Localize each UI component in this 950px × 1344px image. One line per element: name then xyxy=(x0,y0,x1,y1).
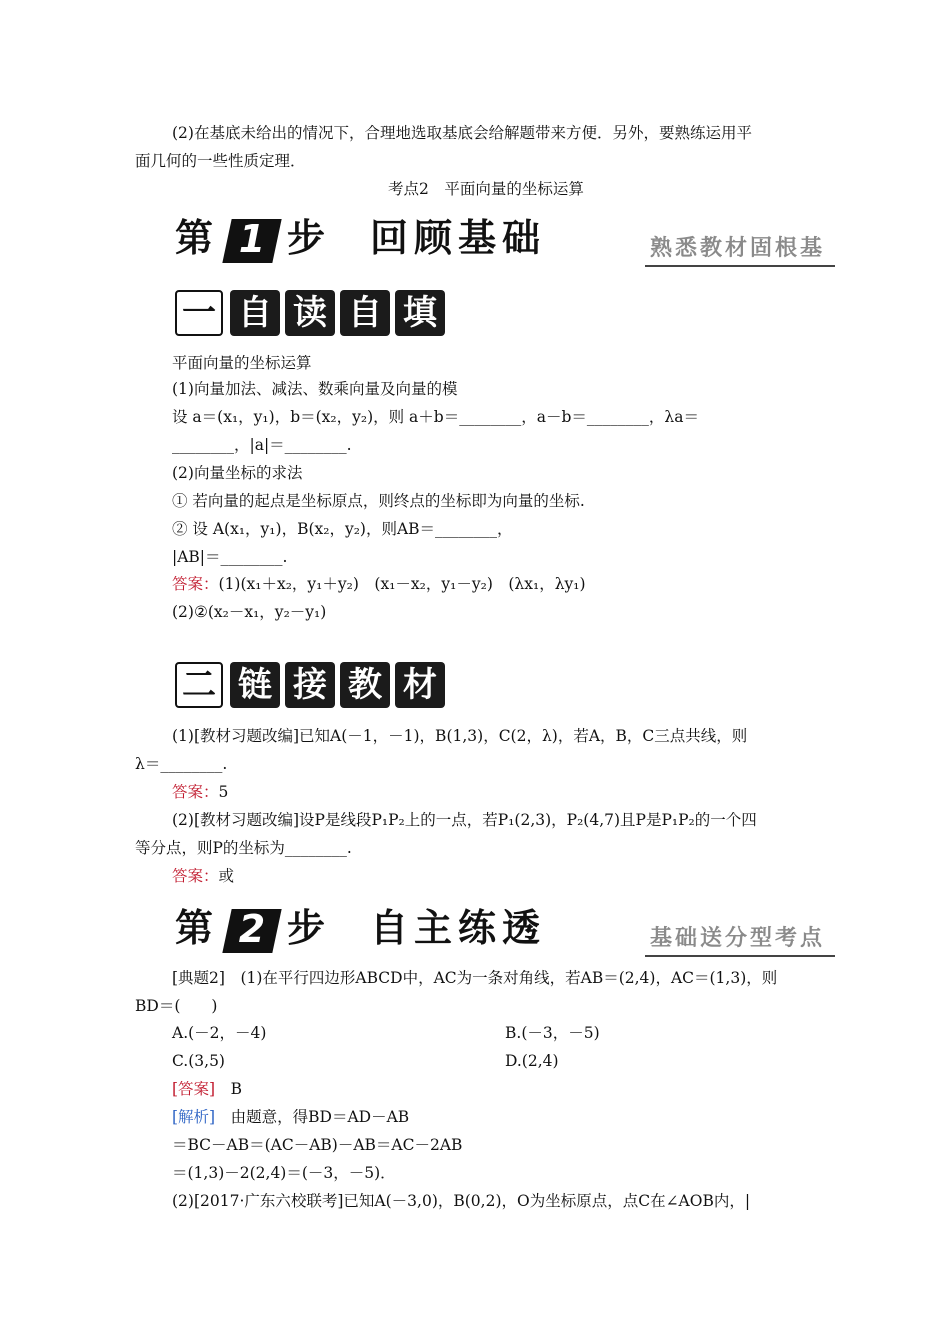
answer-label: [答案] xyxy=(172,1080,216,1098)
option-c: C.(3,5) xyxy=(172,1052,225,1070)
answer-text: B xyxy=(230,1080,243,1098)
section-char: 自 xyxy=(230,290,280,336)
s2-q2-line-2: 等分点，则P的坐标为________. xyxy=(135,839,352,857)
step-subtitle: 熟悉教材固根基 xyxy=(649,236,825,261)
section-char: 读 xyxy=(285,290,335,336)
s1-answer-2: (2)②(x₂－x₁，y₂－y₁) xyxy=(172,603,327,621)
analysis-line-2: ＝BC－AB＝(AC－AB)－AB＝AC－2AB xyxy=(172,1136,463,1154)
analysis-label: [解析] xyxy=(172,1108,216,1126)
option-b: B.(－3，－5) xyxy=(505,1024,600,1042)
s1-p6: ② 设 A(x₁，y₁)，B(x₂，y₂)，则AB＝________， xyxy=(172,520,513,538)
s1-p3: ________，|a|＝________. xyxy=(172,436,352,454)
option-a: A.(－2，－4) xyxy=(172,1024,267,1042)
answer-label: 答案： xyxy=(172,867,219,885)
answer-label: 答案： xyxy=(172,783,219,801)
s3-q1-line-2: BD＝( ) xyxy=(135,997,218,1015)
section-char: 材 xyxy=(395,662,445,708)
step-title: 回顾基础 xyxy=(370,216,547,260)
step-di: 第 xyxy=(175,906,214,950)
answer-text: 或 xyxy=(218,867,235,885)
step-number: 2 xyxy=(238,907,266,951)
s1-p4: (2)向量坐标的求法 xyxy=(172,464,303,482)
s1-p2: 设 a＝(x₁，y₁)，b＝(x₂，y₂)，则 a＋b＝________，a－b＝________，λa＝ xyxy=(172,408,699,426)
s3-q1-line-1: [典题2] (1)在平行四边形ABCD中，AC为一条对角线，若AB＝(2,4)，AC＝(1,3)，则 xyxy=(172,969,778,987)
answer-label: 答案： xyxy=(172,575,219,593)
kaodian-title: 考点2 平面向量的坐标运算 xyxy=(388,180,584,198)
s1-answer-row xyxy=(172,573,586,595)
s3-answer xyxy=(172,1078,242,1100)
s2-answer-1 xyxy=(172,781,228,803)
step-bu: 步 xyxy=(287,906,326,950)
section-number-glyph: 一 xyxy=(182,293,216,333)
section-char: 链 xyxy=(230,662,280,708)
section-char: 接 xyxy=(285,662,335,708)
s2-q1-line-2: λ＝________. xyxy=(135,755,228,773)
section-char: 自 xyxy=(340,290,390,336)
intro-line-1: (2)在基底未给出的情况下，合理地选取基底会给解题带来方便．另外，要熟练运用平 xyxy=(172,124,752,142)
step-title: 自主练透 xyxy=(370,906,547,950)
s3-jiexi xyxy=(172,1106,409,1128)
s2-answer-2 xyxy=(172,865,234,887)
step-number: 1 xyxy=(238,217,266,261)
step-1-banner xyxy=(175,215,835,267)
s1-heading: 平面向量的坐标运算 xyxy=(172,354,312,372)
step-di: 第 xyxy=(175,216,214,260)
s2-q1-line-1: (1)[教材习题改编]已知A(－1，－1)，B(1,3)，C(2，λ)，若A，B，C三点共线，则 xyxy=(172,727,748,745)
s1-p7: |AB|＝________. xyxy=(172,548,288,566)
option-d: D.(2,4) xyxy=(505,1052,559,1070)
analysis-line-1: 由题意，得BD＝AD－AB xyxy=(230,1108,410,1126)
section-char: 教 xyxy=(340,662,390,708)
s1-p5: ① 若向量的起点是坐标原点，则终点的坐标即为向量的坐标. xyxy=(172,492,585,510)
s3-q2-line-1: (2)[2017·广东六校联考]已知A(－3,0)，B(0,2)，O为坐标原点，点C在∠AOB内，| xyxy=(172,1192,751,1210)
intro-line-2: 面几何的一些性质定理． xyxy=(135,152,306,170)
section-2-header xyxy=(175,662,455,710)
section-1-header xyxy=(175,290,455,338)
analysis-line-3: ＝(1,3)－2(2,4)＝(－3，－5)． xyxy=(172,1164,396,1182)
s1-p1: (1)向量加法、减法、数乘向量及向量的模 xyxy=(172,380,458,398)
section-number-glyph: 二 xyxy=(182,665,216,705)
answer-text: (1)(x₁＋x₂，y₁＋y₂) (x₁－x₂，y₁－y₂) (λx₁，λy₁) xyxy=(218,575,586,593)
answer-text: 5 xyxy=(218,783,229,801)
section-char: 填 xyxy=(395,290,445,336)
step-rule xyxy=(645,955,835,957)
s2-q2-line-1: (2)[教材习题改编]设P是线段P₁P₂上的一点，若P₁(2,3)，P₂(4,7)且P是P₁P₂的一个四 xyxy=(172,811,757,829)
step-rule xyxy=(645,265,835,267)
step-subtitle: 基础送分型考点 xyxy=(649,926,825,951)
step-bu: 步 xyxy=(287,216,326,260)
step-2-banner xyxy=(175,905,835,957)
